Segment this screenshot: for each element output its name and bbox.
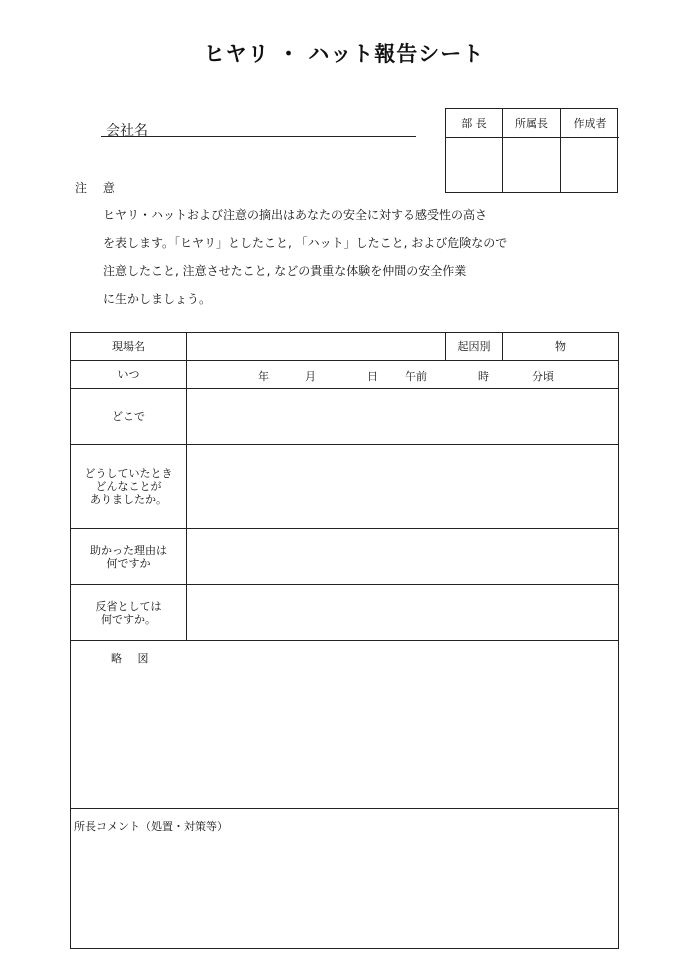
approval-col-section-head[interactable] bbox=[503, 109, 561, 192]
when-field[interactable] bbox=[187, 361, 619, 389]
manager-comment-area[interactable] bbox=[71, 809, 619, 949]
notice-text-line: に生かしましょう。 bbox=[103, 292, 212, 306]
site-row bbox=[71, 333, 619, 361]
reflection-field[interactable] bbox=[187, 585, 619, 641]
when-minute-unit: 分頃 bbox=[532, 370, 554, 383]
reflection-label-line: 何ですか。 bbox=[101, 612, 156, 626]
site-name-label: 現場名 bbox=[71, 333, 187, 361]
when-day-unit: 日 bbox=[367, 370, 378, 383]
how-label-line: どうしていたとき bbox=[84, 467, 173, 480]
comment-row bbox=[71, 809, 619, 949]
notice-text-line: ヒヤリ・ハットおよび注意の摘出はあなたの安全に対する感受性の高さ bbox=[103, 208, 488, 222]
how-label-line: ありましたか。 bbox=[90, 493, 167, 506]
how-row bbox=[71, 445, 619, 529]
company-name-field[interactable] bbox=[101, 136, 416, 137]
approval-stamp-box bbox=[445, 108, 618, 193]
how-field[interactable] bbox=[187, 445, 619, 529]
notice-text-line: を表します。「ヒヤリ」としたこと, 「ハット」したこと, および危険なので bbox=[103, 236, 508, 250]
where-row bbox=[71, 389, 619, 445]
how-label-line: どんなことが bbox=[95, 480, 162, 493]
site-name-field[interactable] bbox=[187, 333, 446, 361]
when-row bbox=[71, 361, 619, 389]
approval-header: 部 長 bbox=[446, 109, 502, 138]
sketch-label: 略 図 bbox=[111, 652, 155, 665]
saved-reason-label bbox=[71, 529, 187, 585]
reflection-label bbox=[71, 585, 187, 641]
saved-reason-field[interactable] bbox=[187, 529, 619, 585]
when-year-unit: 年 bbox=[258, 370, 269, 383]
reflection-row bbox=[71, 585, 619, 641]
when-hour-unit: 時 bbox=[478, 370, 489, 383]
company-name-label: 会社名 bbox=[106, 123, 148, 139]
sketch-area[interactable] bbox=[71, 641, 619, 809]
when-label: いつ bbox=[71, 361, 187, 389]
where-label: どこで bbox=[71, 389, 187, 445]
saved-reason-row bbox=[71, 529, 619, 585]
saved-reason-label-line: 助かった理由は bbox=[90, 543, 167, 557]
notice-text-line: 注意したこと, 注意させたこと, などの貴重な体験を仲間の安全作業 bbox=[103, 264, 467, 278]
approval-col-author[interactable] bbox=[561, 109, 619, 192]
cause-label: 起因別 bbox=[446, 333, 503, 361]
reflection-label-line: 反省としては bbox=[95, 599, 162, 613]
how-label bbox=[71, 445, 187, 529]
when-month-unit: 月 bbox=[305, 370, 316, 383]
cause-value[interactable]: 物 bbox=[503, 333, 619, 361]
report-form-table bbox=[70, 332, 619, 949]
document-title: ヒヤリ ・ ハット報告シート bbox=[203, 42, 485, 66]
notice-heading: 注 意 bbox=[75, 181, 121, 195]
manager-comment-label: 所長コメント（処置・対策等） bbox=[74, 820, 228, 833]
saved-reason-label-line: 何ですか bbox=[106, 556, 151, 570]
approval-header: 作成者 bbox=[561, 109, 619, 138]
approval-col-department-head[interactable] bbox=[446, 109, 503, 192]
where-field[interactable] bbox=[187, 389, 619, 445]
sketch-row bbox=[71, 641, 619, 809]
approval-header: 所属長 bbox=[503, 109, 560, 138]
when-ampm: 午前 bbox=[405, 370, 427, 383]
